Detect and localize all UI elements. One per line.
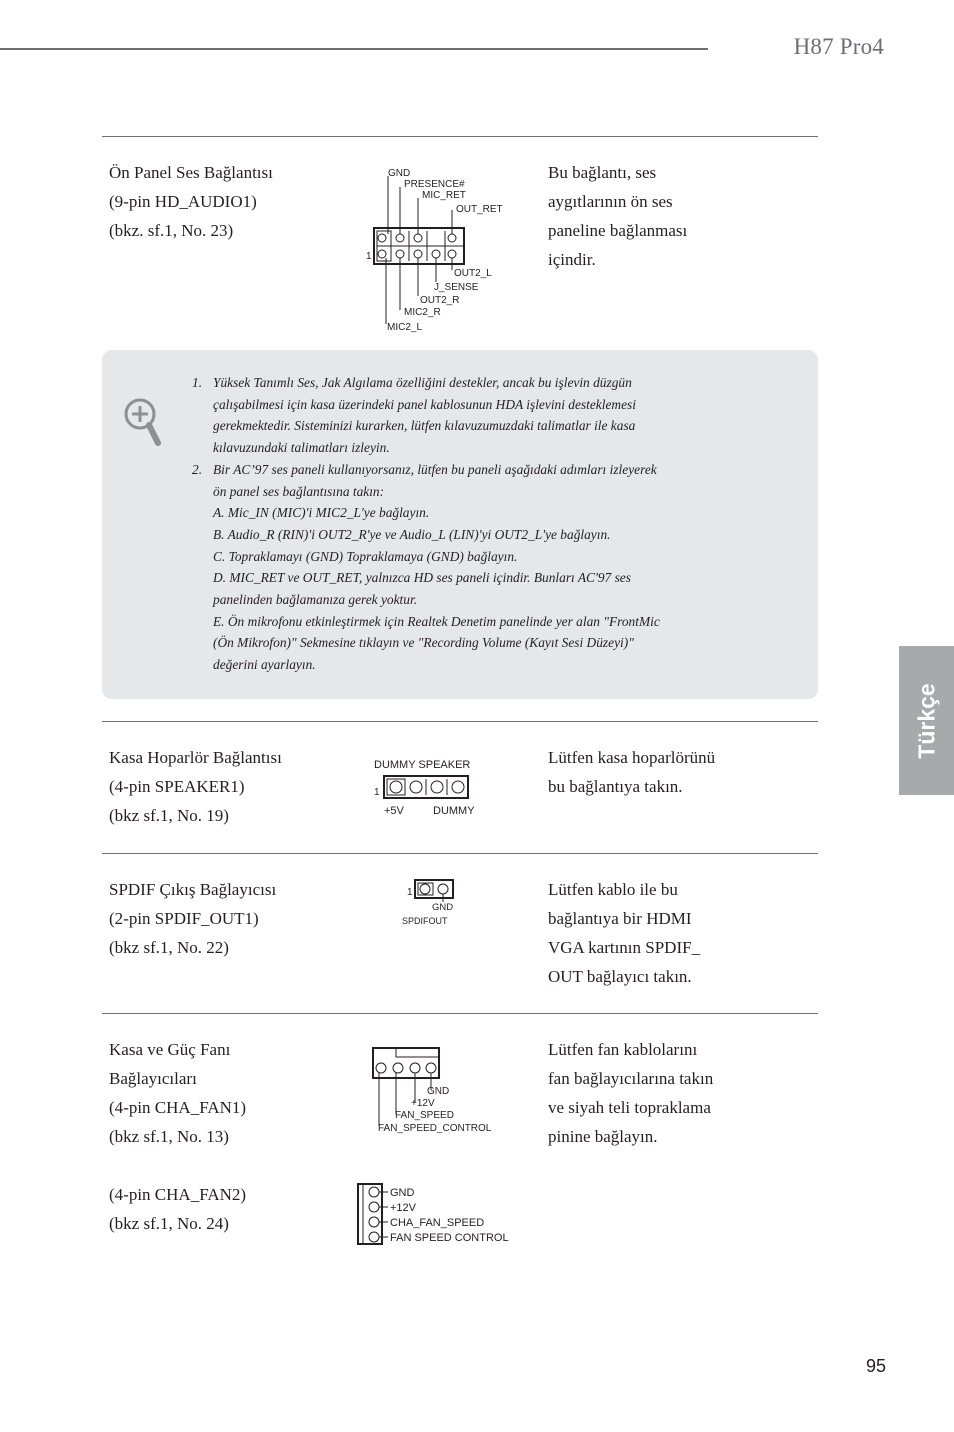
text-line: fan bağlayıcılarına takın [548, 1069, 714, 1088]
text-line: (4-pin CHA_FAN1) [109, 1098, 247, 1117]
text-line: (bkz sf.1, No. 24) [109, 1214, 229, 1233]
spdif-pin-diagram [398, 876, 468, 928]
text-line: aygıtlarının ön ses [548, 192, 673, 211]
page-title: H87 Pro4 [793, 34, 884, 59]
magnifier-icon [122, 396, 166, 448]
text-line: Bu bağlantı, ses [548, 163, 657, 182]
text-line: içindir. [548, 250, 596, 269]
pin-label: J_SENSE [434, 282, 479, 293]
pin-label: FAN_SPEED [395, 1110, 454, 1121]
text-line: Kasa Hoparlör Bağlantısı [109, 748, 282, 767]
pin-label: +12V [390, 1202, 416, 1214]
note-line: 1. Yüksek Tanımlı Ses, Jak Algılama özelliğini destekler, ancak bu işlevin düzgün [192, 372, 762, 394]
text-line: paneline bağlanması [548, 221, 688, 240]
text-line: Kasa ve Güç Fanı [109, 1040, 231, 1059]
note-line: A. Mic_IN (MIC)'i MIC2_L'ye bağlayın. [213, 505, 430, 521]
pin-label: GND [388, 168, 411, 179]
note-line: B. Audio_R (RIN)'i OUT2_R'ye ve Audio_L (LIN)'yi OUT2_L'ye bağlayın. [213, 526, 611, 542]
audio-description [109, 158, 273, 245]
text-line: (bkz sf.1, No. 13) [109, 1127, 229, 1146]
text-line: Ön Panel Ses Bağlantısı [109, 163, 273, 182]
text-line: ve siyah teli topraklama [548, 1098, 711, 1117]
cha-fan2-pin-diagram [354, 1182, 524, 1248]
pin-one-marker: 1 [366, 251, 372, 262]
note-line: E. Ön mikrofonu etkinleştirmek için Realtek Denetim panelinde yer alan "FrontMic [213, 613, 660, 629]
pin-label: MIC2_R [404, 307, 441, 318]
text-line: Lütfen kablo ile bu [548, 880, 678, 899]
note-line: gerekmektedir. Sisteminizi kurarken, lütfen kılavuzumuzdaki talimatlar ile kasa [213, 418, 636, 434]
text-line: bu bağlantıya takın. [548, 777, 683, 796]
text-line [109, 1151, 246, 1180]
section-divider [102, 136, 818, 137]
page-number: 95 [865, 1356, 886, 1376]
text-line: OUT bağlayıcı takın. [548, 967, 692, 986]
pin-label: DUMMY [433, 805, 475, 817]
text-line: (bkz sf.1, No. 22) [109, 938, 229, 957]
section-divider [102, 1013, 818, 1014]
header-rule [0, 48, 708, 50]
speaker-description [109, 743, 282, 830]
pin-one-marker: 1 [407, 887, 413, 898]
note-text [192, 372, 762, 676]
note-number: 2. [192, 461, 203, 477]
pin-one-marker: 1 [374, 787, 380, 798]
section-divider [102, 853, 818, 854]
pin-label: FAN SPEED CONTROL [390, 1232, 509, 1244]
cha-fan1-pin-diagram [366, 1044, 506, 1136]
spdif-description [109, 875, 276, 962]
audio-instructions [548, 158, 687, 274]
text-line: SPDIF Çıkış Bağlayıcısı [109, 880, 277, 899]
pin-label: MIC_RET [422, 190, 466, 201]
pin-label: GND [432, 902, 454, 913]
fan-description [109, 1035, 246, 1238]
note-line: değerini ayarlayın. [213, 657, 316, 673]
pin-label: GND [390, 1187, 415, 1199]
text-line: (4-pin SPEAKER1) [109, 777, 245, 796]
pin-label: +5V [384, 805, 404, 817]
text-line: (4-pin CHA_FAN2) [109, 1185, 247, 1204]
note-line: çalışabilmesi için kasa üzerindeki panel kablosunun HDA işlevini desteklemesi [213, 396, 636, 412]
text-line: bağlantıya bir HDMI [548, 909, 692, 928]
text-line: (bkz sf.1, No. 19) [109, 806, 229, 825]
text-line: Lütfen kasa hoparlörünü [548, 748, 716, 767]
note-line: panelinden bağlamanıza gerek yoktur. [213, 592, 418, 608]
note-line: D. MIC_RET ve OUT_RET, yalnızca HD ses paneli içindir. Bunları AC'97 ses [213, 570, 631, 586]
text-line: Lütfen fan kablolarını [548, 1040, 698, 1059]
section-divider [102, 721, 818, 722]
language-tab-label: Türkçe [913, 682, 939, 759]
speaker-instructions [548, 743, 715, 801]
pin-label: OUT2_R [420, 295, 460, 306]
pin-label: DUMMY SPEAKER [374, 759, 471, 771]
speaker-pin-diagram [368, 754, 498, 820]
text-line: (bkz. sf.1, No. 23) [109, 221, 234, 240]
note-line: C. Topraklamayı (GND) Topraklamaya (GND) bağlayın. [213, 548, 518, 564]
note-line: 2. Bir AC’97 ses paneli kullanıyorsanız, lütfen bu paneli aşağıdaki adımları izleyerek [192, 459, 762, 481]
pin-label: +12V [411, 1098, 435, 1109]
pin-label: SPDIFOUT [402, 916, 448, 926]
fan-instructions [548, 1035, 713, 1151]
pin-label: MIC2_L [387, 322, 423, 333]
pin-label: CHA_FAN_SPEED [390, 1217, 485, 1229]
spdif-instructions [548, 875, 700, 991]
pin-label: PRESENCE# [404, 179, 465, 190]
pin-label: GND [427, 1086, 450, 1097]
text-line: pinine bağlayın. [548, 1127, 658, 1146]
pin-label: OUT_RET [456, 204, 503, 215]
text-line: (9-pin HD_AUDIO1) [109, 192, 257, 211]
text-line: Bağlayıcıları [109, 1069, 197, 1088]
note-line: (Ön Mikrofon)" Sekmesine tıklayın ve "Recording Volume (Kayıt Sesi Düzeyi)" [213, 635, 634, 651]
note-number: 1. [192, 375, 203, 390]
pin-label: FAN_SPEED_CONTROL [378, 1123, 492, 1134]
text-line: VGA kartının SPDIF_ [548, 938, 701, 957]
hd-audio-pin-diagram [362, 162, 512, 337]
note-line: kılavuzundaki talimatları izleyin. [213, 440, 390, 456]
text-line: (2-pin SPDIF_OUT1) [109, 909, 259, 928]
note-line: ön panel ses bağlantısına takın: [213, 483, 385, 499]
language-tab [899, 646, 954, 795]
pin-label: OUT2_L [454, 268, 492, 279]
